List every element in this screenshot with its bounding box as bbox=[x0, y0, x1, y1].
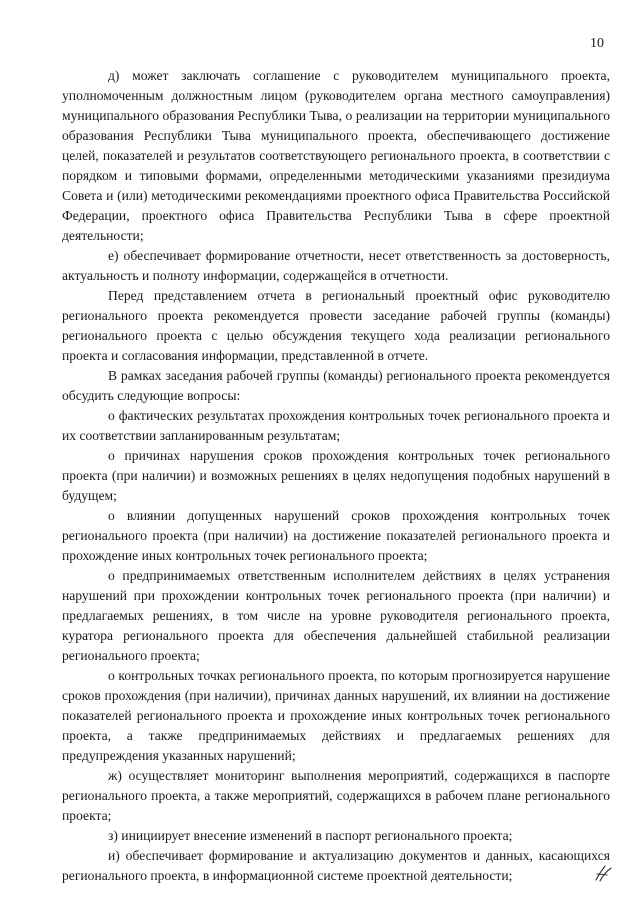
paragraph-zh: ж) осуществляет мониторинг выполнения мероприятий, содержащихся в паспорте регионального проекта, а также мероприятий, содержащихся в рабочем плане регионального проекта; bbox=[62, 768, 610, 823]
list-item-forecast-violations: о контрольных точках регионального проекта, по которым прогнозируется нарушение сроков прохождения (при наличии), причинах данных нарушений, их влиянии на достижение показателей регионального проекта и прохождение иных контрольных точек регионального проекта, а также предпринимаемых действиях и предлагаемых решениях для предупреждения указанных нарушений; bbox=[62, 668, 610, 763]
list-item-corrective-actions: о предпринимаемых ответственным исполнителем действиях в целях устранения нарушений при прохождении контрольных точек регионального проекта (при наличии) и предлагаемых решениях, в том числе на уровне руководителя регионального проекта, куратора регионального проекта для обеспечения дальнейшей стабильной реализации регионального проекта; bbox=[62, 568, 610, 663]
handwritten-initials-mark bbox=[593, 862, 615, 884]
page-number: 10 bbox=[590, 36, 604, 51]
paragraph-meeting-questions: В рамках заседания рабочей группы (команды) регионального проекта рекомендуется обсудить следующие вопросы: bbox=[62, 368, 610, 403]
list-item-violation-reasons: о причинах нарушения сроков прохождения контрольных точек регионального проекта (при наличии) и возможных решениях в целях недопущения подобных нарушений в будущем; bbox=[62, 448, 610, 503]
list-item-actual-results: о фактических результатах прохождения контрольных точек регионального проекта и их соответствии запланированным результатам; bbox=[62, 408, 610, 443]
paragraph-i: и) обеспечивает формирование и актуализацию документов и данных, касающихся регионального проекта, в информационной системе проектной деятельности; bbox=[62, 848, 610, 883]
paragraph-d: д) может заключать соглашение с руководителем муниципального проекта, уполномоченным должностным лицом (руководителем органа местного самоуправления) муниципального образования Республики Тыва, о реализации на территории муниципального образования Республики Тыва муниципального проекта, обеспечивающего достижение целей, показателей и результатов соответствующего регионального проекта, в соответствии с порядком и типовыми формами, определенными методическими указаниями президиума Совета и (или) методическими рекомендациями проектного офиса Правительства Российской Федерации, проектного офиса Правительства Республики Тыва в сфере проектной деятельности; bbox=[62, 68, 610, 243]
paragraph-z: з) инициирует внесение изменений в паспорт регионального проекта; bbox=[108, 828, 513, 843]
list-item-violation-impact: о влиянии допущенных нарушений сроков прохождения контрольных точек регионального проекта (при наличии) на достижение показателей регионального проекта и прохождение иных контрольных точек регионального проекта; bbox=[62, 508, 610, 563]
document-body bbox=[62, 66, 610, 886]
paragraph-e: е) обеспечивает формирование отчетности, несет ответственность за достоверность, актуальность и полноту информации, содержащейся в отчетности. bbox=[62, 248, 610, 283]
paragraph-report-meeting: Перед представлением отчета в региональный проектный офис руководителю регионального проекта рекомендуется провести заседание рабочей группы (команды) регионального проекта с целью обсуждения текущего хода реализации регионального проекта и согласования информации, представленной в отчете. bbox=[62, 288, 610, 363]
